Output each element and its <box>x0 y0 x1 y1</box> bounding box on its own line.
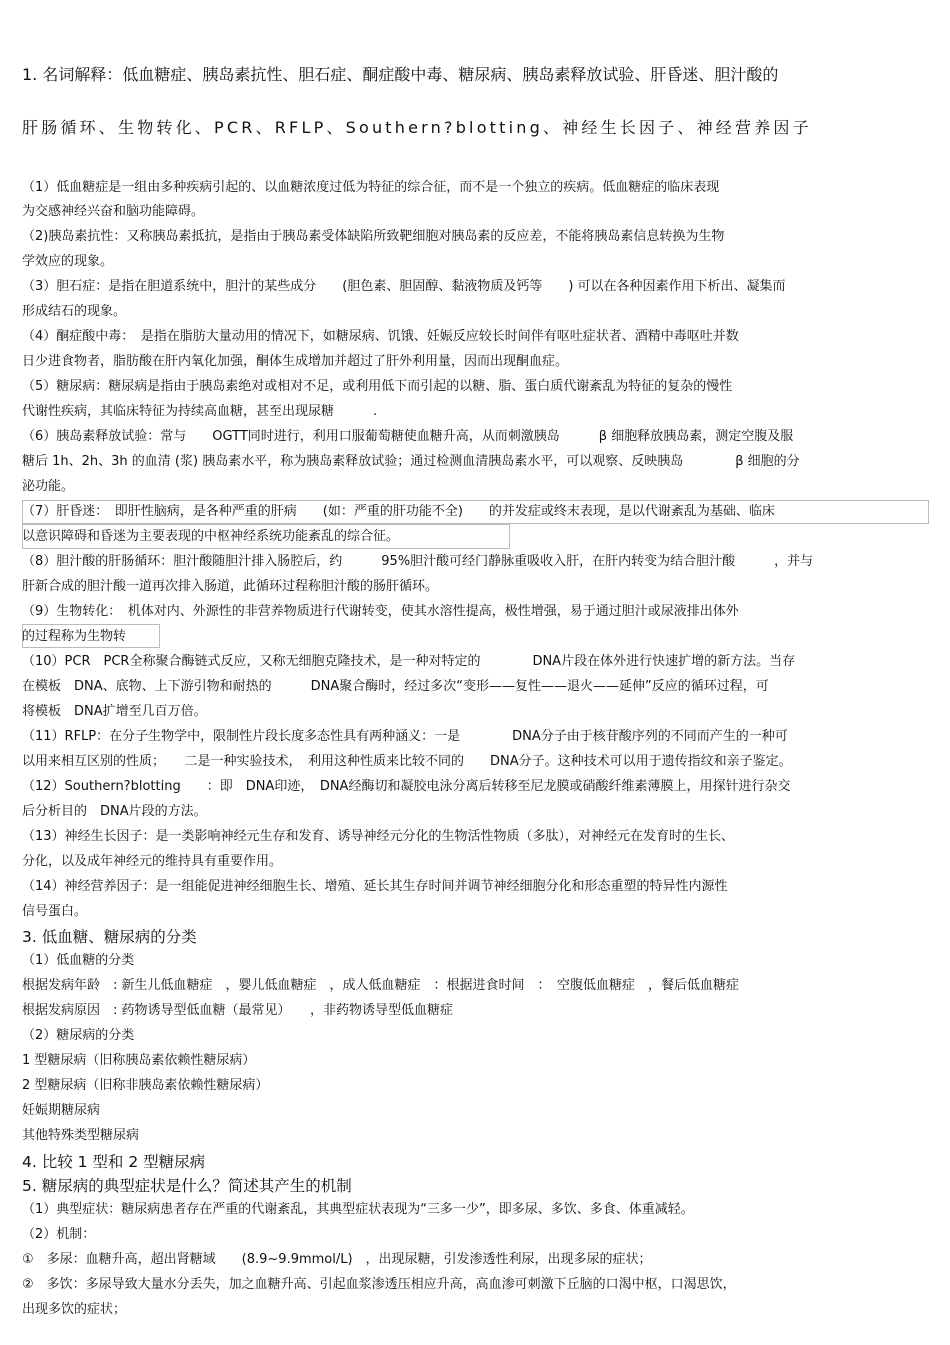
definition-line: 形成结石的现象。 <box>22 304 127 319</box>
definition-line: （9）生物转化： 机体对内、外源性的非营养物质进行代谢转变，使其水溶性提高，极性增强，易于通过胆汁或尿液排出体外 <box>22 604 739 619</box>
definition-line: 代谢性疾病，其临床特征为持续高血糖，甚至出现尿糖 . <box>22 404 378 419</box>
symptom-line: ② 多饮：多尿导致大量水分丢失，加之血糖升高、引起血浆渗透压相应升高，高血渗可刺激下丘脑的口渴中枢，口渴思饮， <box>22 1277 736 1292</box>
definition-line: （6）胰岛素释放试验：常与 OGTT同时进行，利用口服葡萄糖使血糖升高，从而刺激胰岛 β 细胞释放胰岛素，测定空腹及服 <box>22 429 794 444</box>
definition-line: 在模板 DNA、底物、上下游引物和耐热的 DNA聚合酶时，经过多次“变形——复性——退火——延伸”反应的循环过程，可 <box>22 679 769 694</box>
symptom-line: （2）机制： <box>22 1227 96 1242</box>
classification-line: （2）糖尿病的分类 <box>22 1028 135 1043</box>
classification-line: 妊娠期糖尿病 <box>22 1103 101 1118</box>
definition-line: 为交感神经兴奋和脑功能障碍。 <box>22 204 205 219</box>
heading-4: 4. 比较 1 型和 2 型糖尿病 <box>22 1153 206 1171</box>
heading-3: 3. 低血糖、糖尿病的分类 <box>22 928 197 946</box>
classification-line: 2 型糖尿病（旧称非胰岛素依赖性糖尿病） <box>22 1078 269 1093</box>
definition-line: 分化，以及成年神经元的维持具有重要作用。 <box>22 854 283 869</box>
definition-line: （1）低血糖症是一组由多种疾病引起的、以血糖浓度过低为特征的综合征，而不是一个独立的疾病。低血糖症的临床表现 <box>22 180 720 195</box>
classification-line: （1）低血糖的分类 <box>22 953 135 968</box>
definition-line: （13）神经生长因子：是一类影响神经元生存和发育、诱导神经元分化的生物活性物质（多肽），对神经元在发育时的生长、 <box>22 829 735 844</box>
symptom-line: 出现多饮的症状； <box>22 1302 127 1317</box>
classification-line: 1 型糖尿病（旧称胰岛素依赖性糖尿病） <box>22 1053 256 1068</box>
classification-line: 其他特殊类型糖尿病 <box>22 1128 140 1143</box>
definition-line: 信号蛋白。 <box>22 904 88 919</box>
definition-line: 的过程称为生物转 <box>22 629 127 644</box>
definition-line: 肝新合成的胆汁酸一道再次排入肠道，此循环过程称胆汁酸的肠肝循环。 <box>22 579 439 594</box>
definition-line: （14）神经营养因子：是一组能促进神经细胞生长、增殖、延长其生存时间并调节神经细胞分化和形态重塑的特异性内源性 <box>22 879 728 894</box>
definition-line: 以意识障碍和昏迷为主要表现的中枢神经系统功能紊乱的综合征。 <box>22 529 400 544</box>
definition-line: （5）糖尿病：糖尿病是指由于胰岛素绝对或相对不足，或利用低下而引起的以糖、脂、蛋白质代谢紊乱为特征的复杂的慢性 <box>22 379 733 394</box>
definition-line: 以用来相互区别的性质； 二是一种实验技术， 利用这种性质来比较不同的 DNA分子。这种技术可以用于遗传指纹和亲子鉴定。 <box>22 754 792 769</box>
definition-line: 泌功能。 <box>22 479 75 494</box>
definition-line: （2)胰岛素抗性：又称胰岛素抵抗，是指由于胰岛素受体缺陷所致靶细胞对胰岛素的反应差，不能将胰岛素信息转换为生物 <box>22 229 725 244</box>
definition-line: （8）胆汁酸的肝肠循环：胆汁酸随胆汁排入肠腔后，约 95%胆汁酸可经门静脉重吸收入肝，在肝内转变为结合胆汁酸 ，并与 <box>22 554 814 569</box>
definition-line: 将模板 DNA扩增至几百万倍。 <box>22 704 207 719</box>
heading-1-line-2: 肝肠循环、生物转化、PCR、RFLP、Southern?blotting、神经生长因子、神经营养因子 <box>22 118 812 137</box>
definition-line: （12）Southern?blotting ：即 DNA印迹， DNA经酶切和凝胶电泳分离后转移至尼龙膜或硝酸纤维素薄膜上，用探针进行杂交 <box>22 779 791 794</box>
definition-line: （7）肝昏迷： 即肝性脑病，是各种严重的肝病 (如：严重的肝功能不全) 的并发症或终末表现，是以代谢紊乱为基础、临床 <box>22 504 775 519</box>
symptom-line: ① 多尿：血糖升高，超出肾糖域 (8.9~9.9mmol/L) ，出现尿糖，引发渗透性利尿，出现多尿的症状； <box>22 1252 652 1267</box>
classification-line: 根据发病原因 : 药物诱导型低血糖（最常见） ，非药物诱导型低血糖症 <box>22 1003 454 1018</box>
definition-line: 日少进食物者，脂肪酸在肝内氧化加强，酮体生成增加并超过了肝外利用量，因而出现酮血症。 <box>22 354 569 369</box>
classification-line: 根据发病年龄 : 新生儿低血糖症 ，婴儿低血糖症 ，成人低血糖症 ：根据进食时间 ： 空腹低血糖症 ，餐后低血糖症 <box>22 978 740 993</box>
definition-line: 糖后 1h、2h、3h 的血清 (浆) 胰岛素水平，称为胰岛素释放试验；通过检测血清胰岛素水平，可以观察、反映胰岛 β 细胞的分 <box>22 454 800 469</box>
heading-1-line-1: 1. 名词解释：低血糖症、胰岛素抗性、胆石症、酮症酸中毒、糖尿病、胰岛素释放试验、肝昏迷、胆汁酸的 <box>22 65 779 84</box>
heading-5: 5. 糖尿病的典型症状是什么？简述其产生的机制 <box>22 1177 352 1195</box>
definition-line: 学效应的现象。 <box>22 254 114 269</box>
definition-line: （11）RFLP：在分子生物学中，限制性片段长度多态性具有两种涵义：一是 DNA分子由于核苷酸序列的不同而产生的一种可 <box>22 729 788 744</box>
definition-line: （3）胆石症：是指在胆道系统中，胆汁的某些成分 (胆色素、胆固醇、黏液物质及钙等 ) 可以在各种因素作用下析出、凝集而 <box>22 279 786 294</box>
definition-line: （4）酮症酸中毒： 是指在脂肪大量动用的情况下，如糖尿病、饥饿、妊娠反应较长时间伴有呕吐症状者、酒精中毒呕吐并数 <box>22 329 739 344</box>
symptom-line: （1）典型症状：糖尿病患者存在严重的代谢紊乱，其典型症状表现为“三多一少”，即多尿、多饮、多食、体重减轻。 <box>22 1202 694 1217</box>
definition-line: 后分析目的 DNA片段的方法。 <box>22 804 207 819</box>
definition-line: （10）PCR PCR全称聚合酶链式反应，又称无细胞克隆技术，是一种对特定的 DNA片段在体外进行快速扩增的新方法。当存 <box>22 654 796 669</box>
